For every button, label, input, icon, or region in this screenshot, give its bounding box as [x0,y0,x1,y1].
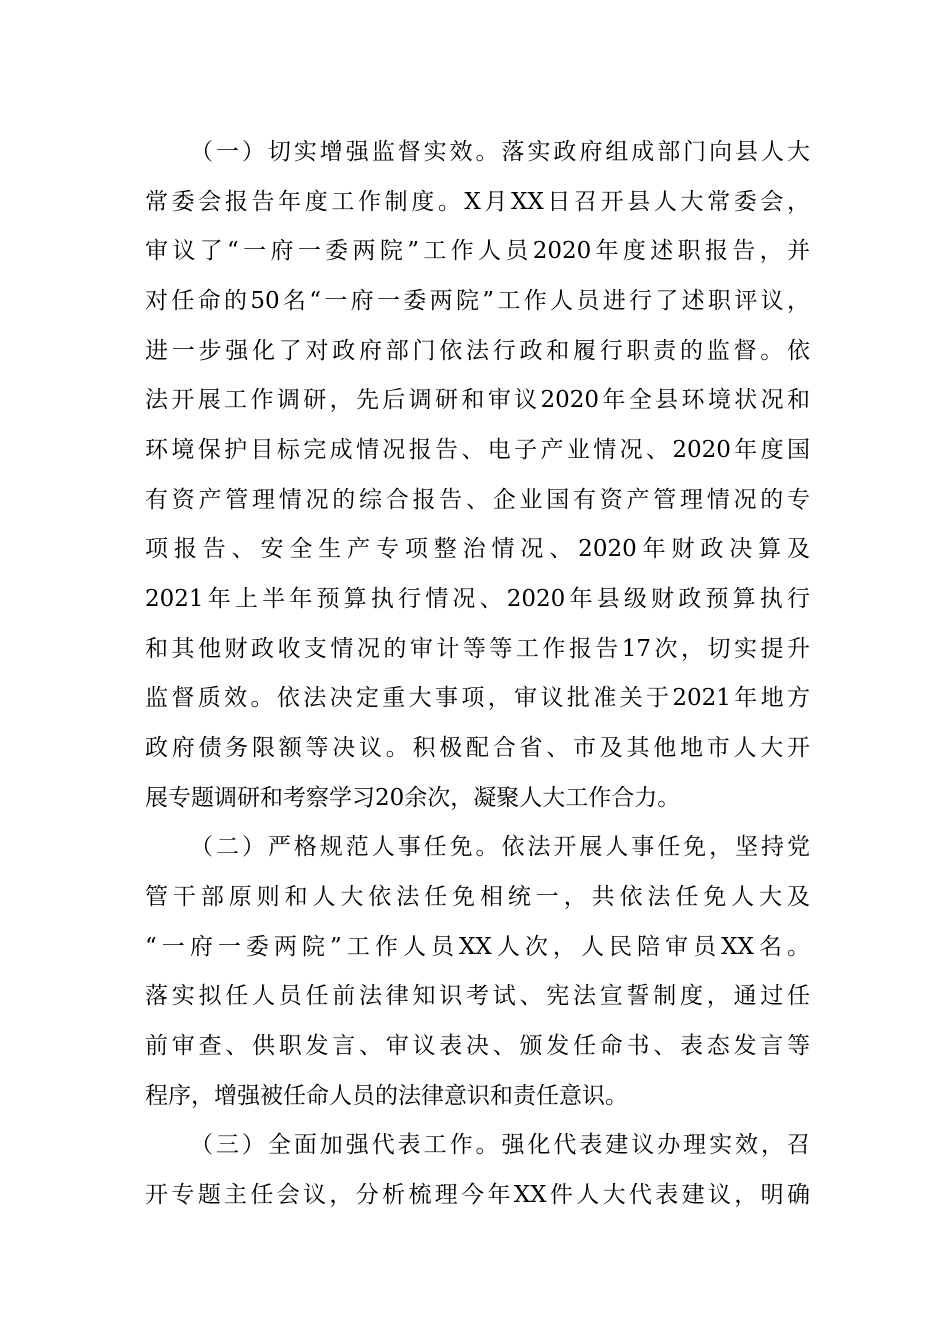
paragraph-1-line-6: 法开展工作调研，先后调研和审议2020年全县环境状况和 [145,387,810,413]
paragraph-1-line-2: 常委会报告年度工作制度。X月XX日召开县人大常委会， [145,189,810,215]
paragraph-1-line-12: 监督质效。依法决定重大事项，审议批准关于2021年地方 [145,685,810,711]
paragraph-1-line-3: 审议了“一府一委两院”工作人员2020年度述职报告，并 [145,238,810,264]
paragraph-2-line-1: （二）严格规范人事任免。依法开展人事任免，坚持党 [190,834,810,860]
paragraph-1-line-8: 有资产管理情况的综合报告、企业国有资产管理情况的专 [145,487,810,513]
paragraph-1-line-11: 和其他财政收支情况的审计等等工作报告17次，切实提升 [145,636,810,662]
paragraph-2-line-2: 管干部原则和人大依法任免相统一，共依法任免人大及 [145,884,810,910]
paragraph-3-line-1: （三）全面加强代表工作。强化代表建议办理实效，召 [190,1132,810,1158]
paragraph-1-line-9: 项报告、安全生产专项整治情况、2020年财政决算及 [145,536,810,562]
paragraph-2-line-6: 程序，增强被任命人员的法律意识和责任意识。 [145,1083,628,1109]
paragraph-1-line-7: 环境保护目标完成情况报告、电子产业情况、2020年度国 [145,437,810,463]
paragraph-3-line-2: 开专题主任会议，分析梳理今年XX件人大代表建议，明确 [145,1182,810,1208]
paragraph-2-line-5: 前审查、供职发言、审议表决、颁发任命书、表态发言等 [145,1033,810,1059]
paragraph-1-line-13: 政府债务限额等决议。积极配合省、市及其他地市人大开 [145,735,810,761]
paragraph-1-line-5: 进一步强化了对政府部门依法行政和履行职责的监督。依 [145,338,810,364]
paragraph-2-line-4: 落实拟任人员任前法律知识考试、宪法宣誓制度，通过任 [145,983,810,1009]
paragraph-1-line-10: 2021年上半年预算执行情况、2020年县级财政预算执行 [145,586,810,612]
paragraph-1-line-4: 对任命的50名“一府一委两院”工作人员进行了述职评议， [145,288,810,314]
paragraph-1-line-1: （一）切实增强监督实效。落实政府组成部门向县人大 [190,139,810,165]
paragraph-2-line-3: “一府一委两院”工作人员XX人次，人民陪审员XX名。 [145,934,810,960]
paragraph-1-line-14: 展专题调研和考察学习20余次，凝聚人大工作合力。 [145,785,681,811]
